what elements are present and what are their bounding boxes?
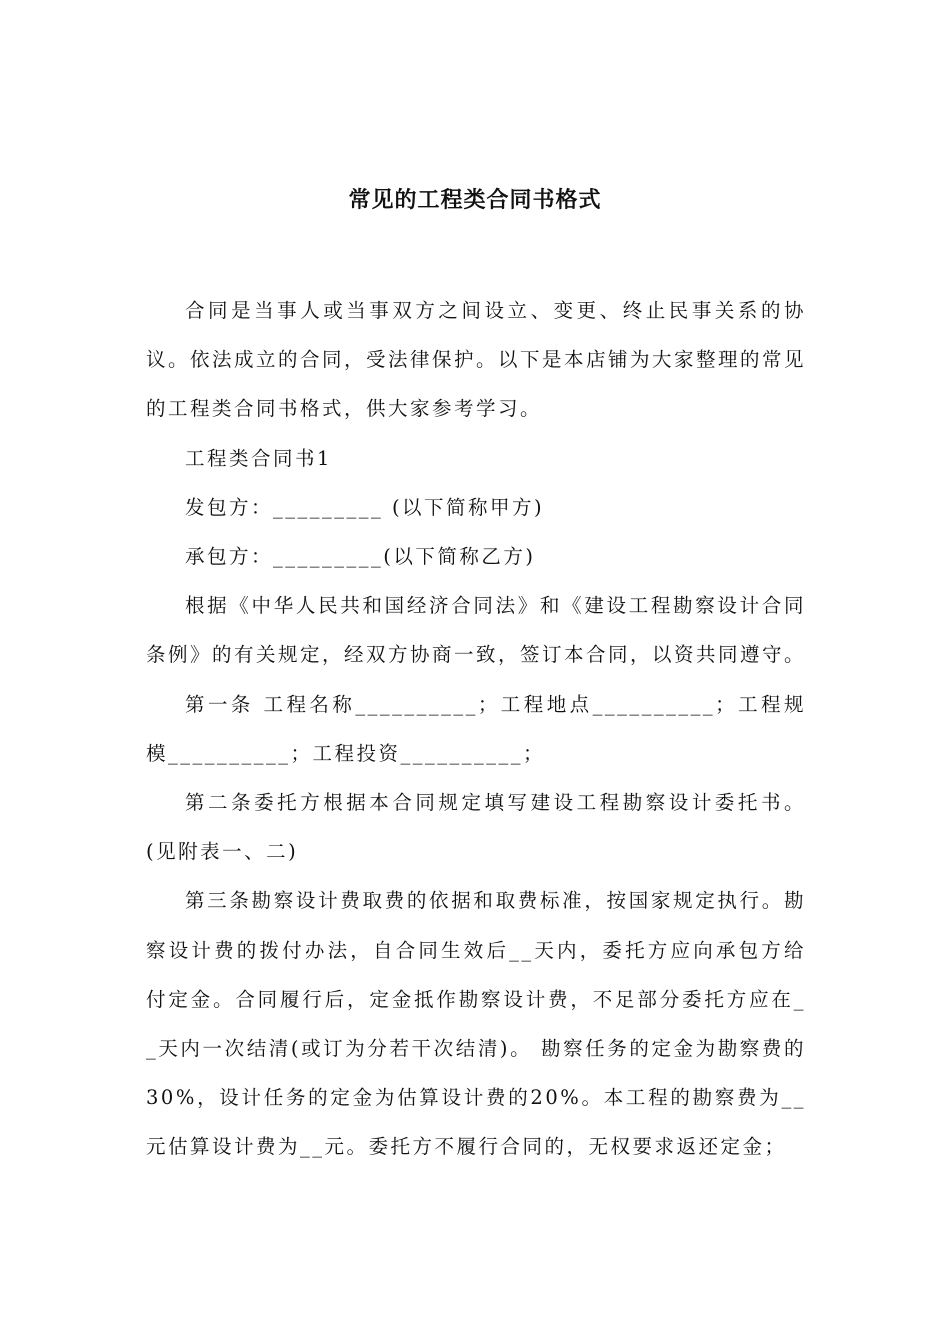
paragraph-contract-heading: 工程类合同书1	[185, 446, 332, 470]
paragraph-party-a: 发包方：_________ (以下简称甲方)	[185, 495, 545, 519]
paragraph-intro: 合同是当事人或当事双方之间设立、变更、终止民事关系的协议。依法成立的合同，受法律保护。以下是本店铺为大家整理的常见的工程类合同书格式，供大家参考学习。	[146, 299, 807, 421]
paragraph-basis: 根据《中华人民共和国经济合同法》和《建设工程勘察设计合同条例》的有关规定，经双方协商一致，签订本合同，以资共同遵守。	[146, 594, 807, 667]
paragraph-article-3: 第三条勘察设计费取费的依据和取费标准，按国家规定执行。勘察设计费的拨付办法，自合同生效后__天内，委托方应向承包方给付定金。合同履行后，定金抵作勘察设计费，不足部分委托方应在__天内一次结清(或订为分若干次结清)。 勘察任务的定金为勘察费的30%，设计任务的定金为估算设计费的20%。本工程的勘察费为__元估算设计费为__元。委托方不履行合同的，无权要求返还定金；	[146, 889, 806, 1159]
paragraph-article-2: 第二条委托方根据本合同规定填写建设工程勘察设计委托书。(见附表一、二)	[146, 791, 806, 864]
document-body	[146, 286, 806, 1172]
document-title: 常见的工程类合同书格式	[348, 188, 602, 213]
paragraph-article-1: 第一条 工程名称__________；工程地点__________；工程规模__________；工程投资__________；	[146, 692, 806, 765]
paragraph-party-b: 承包方：_________(以下简称乙方)	[185, 545, 536, 569]
